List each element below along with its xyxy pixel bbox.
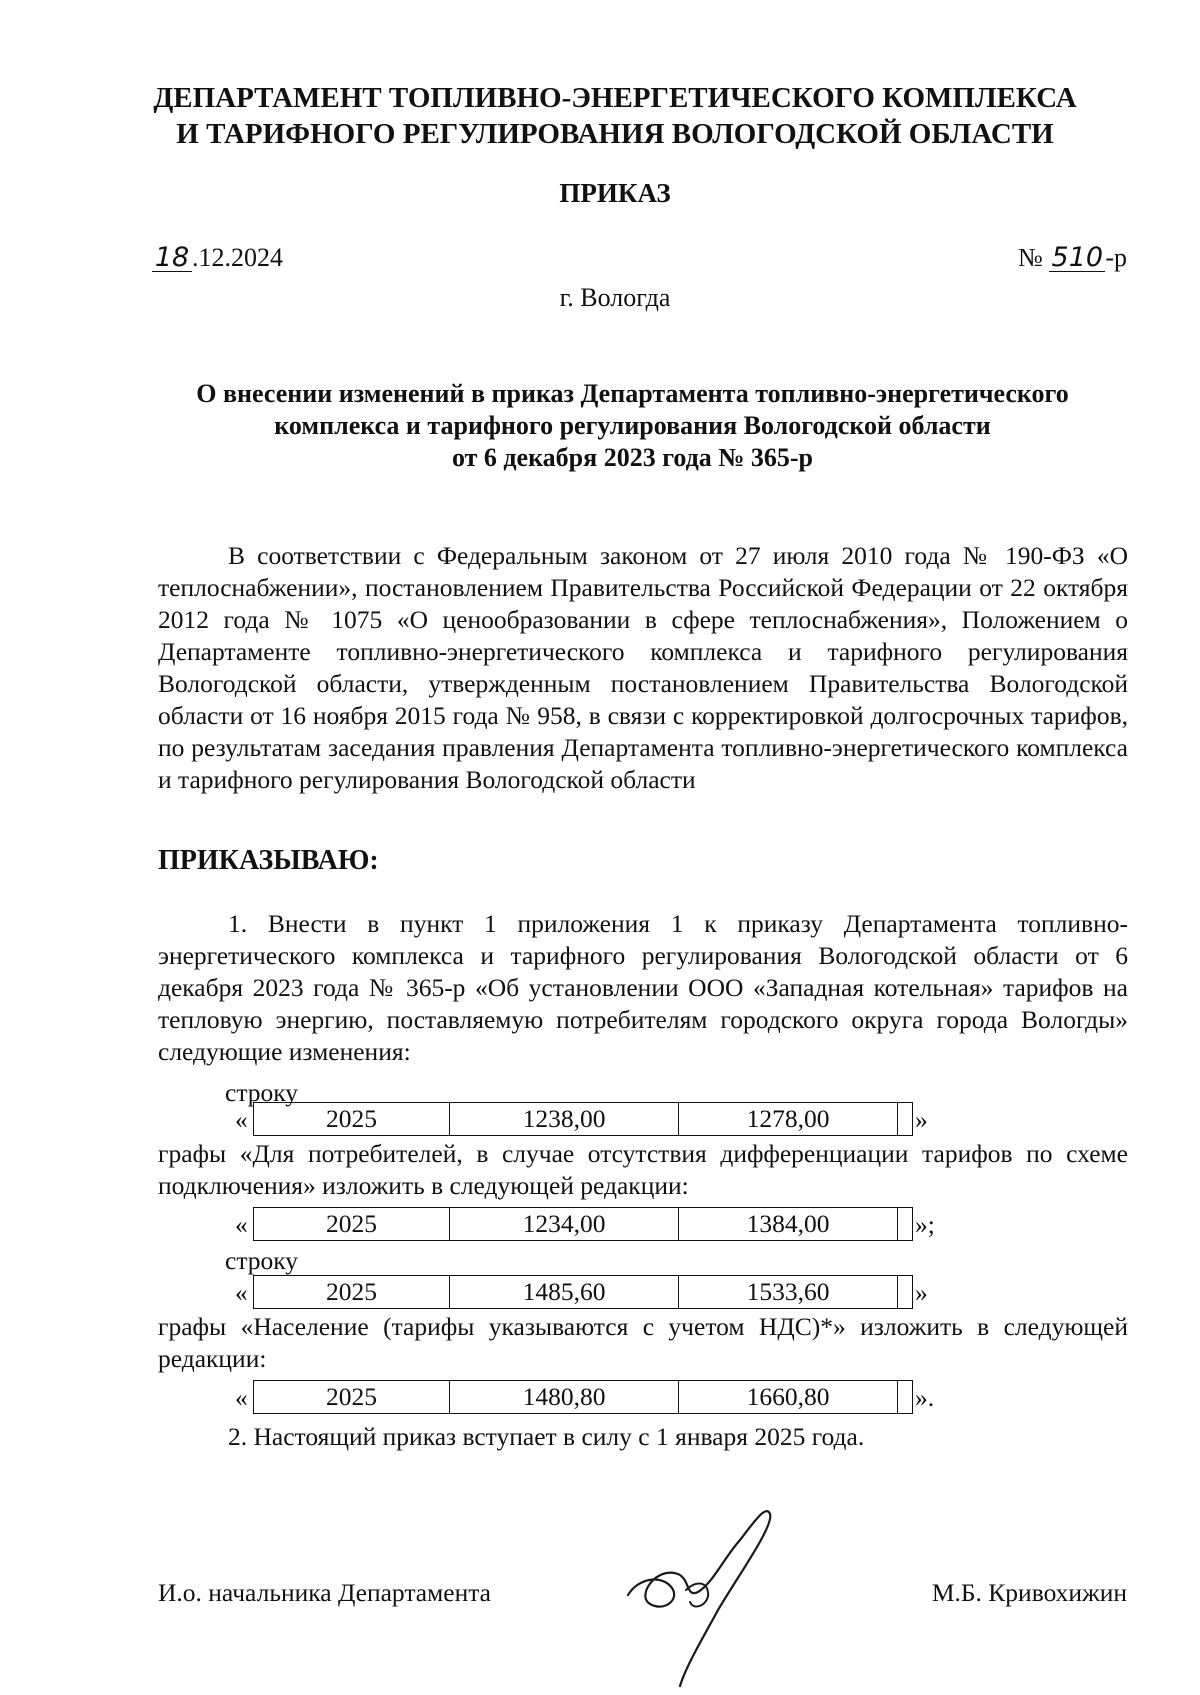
- block1-label: строку: [225, 1078, 299, 1107]
- cell-value-1: 1234,00: [450, 1208, 679, 1240]
- number-suffix: -р: [1105, 243, 1127, 272]
- cell-value-2: 1384,00: [679, 1208, 898, 1240]
- city: г. Вологда: [559, 283, 671, 312]
- order-word: ПРИКАЗЫВАЮ:: [158, 845, 379, 876]
- block1-column-text: [158, 1138, 1128, 1202]
- block2-label: строку: [225, 1246, 299, 1275]
- table-row: [253, 1380, 913, 1414]
- cell-year: 2025: [254, 1208, 450, 1240]
- table-row: [253, 1275, 913, 1309]
- signature-image: [620, 1500, 800, 1690]
- document-header: [140, 80, 1090, 152]
- quote-close: »;: [915, 1210, 935, 1239]
- cell-empty: [898, 1208, 912, 1240]
- number-handwritten: 510: [1049, 245, 1105, 272]
- cell-year: 2025: [254, 1276, 450, 1308]
- header-line-1: ДЕПАРТАМЕНТ ТОПЛИВНО-ЭНЕРГЕТИЧЕСКОГО КОМПЛЕКСА: [153, 82, 1077, 114]
- date-rest: .12.2024: [192, 243, 283, 272]
- document-type: ПРИКАЗ: [559, 178, 671, 208]
- cell-value-1: 1480,80: [450, 1381, 679, 1413]
- subject-line-2: комплекса и тарифного регулирования Вологодской области: [274, 411, 991, 440]
- table-row: [253, 1207, 913, 1241]
- signer-title: И.о. начальника Департамента: [158, 1578, 491, 1607]
- cell-value-2: 1660,80: [679, 1381, 898, 1413]
- cell-empty: [898, 1381, 912, 1413]
- item-2: 2. Настоящий приказ вступает в силу с 1 января 2025 года.: [228, 1422, 865, 1451]
- order-date: [152, 243, 283, 273]
- quote-close: »: [915, 1278, 928, 1307]
- number-prefix: №: [1018, 243, 1043, 272]
- cell-year: 2025: [254, 1103, 450, 1135]
- quote-open: «: [235, 1210, 248, 1239]
- subject-line-1: О внесении изменений в приказ Департамента топливно-энергетического: [196, 379, 1069, 408]
- cell-value-1: 1485,60: [450, 1276, 679, 1308]
- header-line-2: И ТАРИФНОГО РЕГУЛИРОВАНИЯ ВОЛОГОДСКОЙ ОБЛАСТИ: [176, 118, 1054, 150]
- quote-open: «: [235, 1278, 248, 1307]
- cell-empty: [898, 1276, 912, 1308]
- quote-close: »: [915, 1105, 928, 1134]
- cell-value-1: 1238,00: [450, 1103, 679, 1135]
- preamble-text: В соответствии с Федеральным законом от 27 июля 2010 года № 190-ФЗ «О теплоснабжении», постановлением Правительства Российской Федерации от 22 октября 2012 года № 1075 «О ценообразовании в сфере теплоснабжения», Положением о Департаменте топливно-энергетического комплекса и тарифного регулирования Вологодской области, утвержденным постановлением Правительства Вологодской области от 16 ноября 2015 года № 958, в связи с корректировкой долгосрочных тарифов, по результатам заседания правления Департамента топливно-энергетического комплекса и тарифного регулирования Вологодской области: [158, 541, 1128, 794]
- preamble: [158, 540, 1128, 796]
- order-number: [1018, 243, 1127, 273]
- signer-name: М.Б. Кривохижин: [931, 1578, 1127, 1607]
- table-row: [253, 1102, 913, 1136]
- block2-column-text-p: графы «Население (тарифы указываются с учетом НДС)*» изложить в следующей редакции:: [158, 1312, 1128, 1373]
- date-day-handwritten: 18: [152, 245, 192, 272]
- cell-year: 2025: [254, 1381, 450, 1413]
- cell-value-2: 1278,00: [679, 1103, 898, 1135]
- document-subject: [140, 378, 1125, 474]
- block2-column-text: [158, 1311, 1128, 1375]
- subject-line-3: от 6 декабря 2023 года № 365-р: [451, 443, 814, 472]
- cell-value-2: 1533,60: [679, 1276, 898, 1308]
- quote-open: «: [235, 1105, 248, 1134]
- item-1-text: 1. Внести в пункт 1 приложения 1 к приказу Департамента топливно-энергетического комплекса и тарифного регулирования Вологодской области от 6 декабря 2023 года № 365-р «Об установлении ООО «Западная котельная» тарифов на тепловую энергию, поставляемую потребителям городского округа города Вологды» следующие изменения:: [158, 909, 1128, 1066]
- block1-column-text-p: графы «Для потребителей, в случае отсутствия дифференциации тарифов по схеме подключения» изложить в следующей редакции:: [158, 1139, 1128, 1200]
- quote-close: ».: [915, 1383, 935, 1412]
- item-1: [158, 908, 1128, 1068]
- cell-empty: [898, 1103, 912, 1135]
- quote-open: «: [235, 1383, 248, 1412]
